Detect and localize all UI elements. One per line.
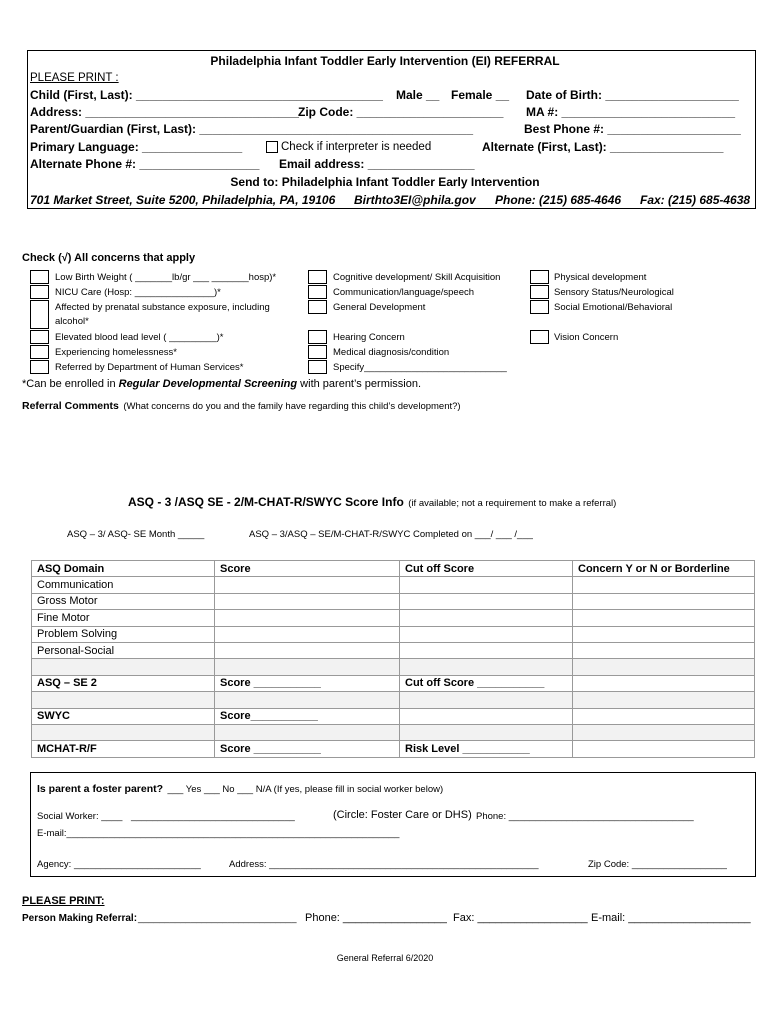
concern-checkbox[interactable] [308, 360, 327, 374]
domain-label: Fine Motor [32, 610, 215, 626]
domain-label: Gross Motor [32, 593, 215, 609]
asq-score-table [31, 560, 755, 758]
concern-item: Communication/language/speech [333, 287, 475, 298]
referrer-email-field[interactable]: E-mail: ____________________ [591, 912, 751, 924]
footnote-emphasis: Regular Developmental Screening [118, 378, 298, 390]
agency-zip-field[interactable]: Zip Code: __________________ [588, 859, 727, 870]
concern-checkbox[interactable] [30, 285, 49, 299]
parent-field[interactable]: Parent/Guardian (First, Last): _________________________________________ [30, 122, 473, 136]
primary-language-field[interactable]: Primary Language: _______________ [30, 140, 243, 154]
concerns-heading: Check (√) All concerns that apply [22, 252, 196, 264]
concern-checkbox[interactable] [30, 300, 49, 329]
dob-field[interactable]: Date of Birth: ____________________ [526, 88, 739, 102]
concern-item: Elevated blood lead level ( _________)* [55, 332, 224, 343]
cutoff-cell[interactable] [400, 577, 573, 593]
mchat-score[interactable]: Score ___________ [215, 741, 400, 757]
interpreter-label: Check if interpreter is needed [281, 141, 432, 153]
footer-text: General Referral 6/2020 [336, 953, 434, 963]
concern-checkbox[interactable] [308, 300, 327, 314]
table-row [32, 593, 755, 609]
concern-checkbox[interactable] [308, 345, 327, 359]
asq-month-field[interactable]: ASQ – 3/ ASQ- SE Month _____ [67, 529, 205, 540]
table-row [32, 708, 755, 724]
contact-address: 701 Market Street, Suite 5200, Philadelphia, PA, 19106 [30, 193, 336, 207]
female-field[interactable]: Female __ [451, 88, 510, 102]
contact-fax: Fax: (215) 685-4638 [640, 193, 751, 207]
domain-label: Personal-Social [32, 642, 215, 658]
contact-email[interactable]: Birthto3EI@phila.gov [354, 193, 476, 207]
concern-checkbox[interactable] [308, 270, 327, 284]
concern-item: General Development [333, 302, 426, 313]
foster-circle-note: (Circle: Foster Care or DHS) [333, 809, 472, 821]
form-title: Philadelphia Infant Toddler Early Intervention (EI) REFERRAL [210, 54, 560, 68]
cutoff-cell[interactable] [400, 610, 573, 626]
social-worker-phone[interactable]: Phone: ___________________________________ [476, 811, 694, 822]
concern-item: Vision Concern [554, 332, 619, 343]
concern-checkbox[interactable] [530, 270, 549, 284]
send-to-line: Send to: Philadelphia Infant Toddler Early Intervention [230, 175, 540, 189]
table-header: ASQ Domain [32, 561, 215, 577]
cutoff-cell[interactable] [400, 642, 573, 658]
referral-comments [22, 396, 461, 414]
social-worker-field[interactable]: Social Worker: ____ [37, 811, 123, 822]
cutoff-cell[interactable] [400, 626, 573, 642]
table-row [32, 610, 755, 626]
table-header: Concern Y or N or Borderline [573, 561, 755, 577]
asq-completed-field[interactable]: ASQ – 3/ASQ – SE/M-CHAT-R/SWYC Completed on ___/ ___ /___ [249, 529, 533, 540]
concern-checkbox[interactable] [530, 300, 549, 314]
best-phone-field[interactable]: Best Phone #: ____________________ [524, 122, 741, 136]
asq-heading-title: ASQ - 3 /ASQ SE - 2/M-CHAT-R/SWYC Score Info [128, 495, 404, 509]
child-name-field[interactable]: Child (First, Last): _____________________________________ [30, 88, 383, 102]
male-field[interactable]: Male __ [396, 88, 440, 102]
referrer-name-field[interactable]: ______________________________ [138, 913, 297, 924]
please-print-label: PLEASE PRINT : [30, 72, 119, 84]
mchat-label: MCHAT-R/F [32, 741, 215, 757]
concern-cell[interactable] [573, 577, 755, 593]
swyc-label: SWYC [32, 708, 215, 724]
concern-item: Experiencing homelessness* [55, 347, 177, 358]
concern-checkbox[interactable] [30, 330, 49, 344]
table-row [32, 626, 755, 642]
footnote-pre: *Can be enrolled in [22, 378, 119, 390]
concern-item: Hearing Concern [333, 332, 405, 343]
concern-checkbox[interactable] [30, 360, 49, 374]
email-field[interactable]: Email address: ________________ [279, 157, 475, 171]
foster-question-row [37, 779, 443, 797]
concern-cell[interactable] [573, 675, 755, 691]
concern-checkbox[interactable] [30, 345, 49, 359]
concern-item: Social Emotional/Behavioral [554, 302, 673, 313]
score-cell[interactable] [215, 593, 400, 609]
foster-question: Is parent a foster parent? [37, 783, 164, 795]
alternate-field[interactable]: Alternate (First, Last): _________________ [482, 140, 724, 154]
table-row [32, 577, 755, 593]
concern-item: Physical development [554, 272, 647, 283]
agency-address-field[interactable]: Address: ___________________________________________________ [229, 859, 539, 870]
social-worker-email[interactable]: E-mail:_______________________________________________________________ [37, 828, 400, 839]
concern-cell[interactable] [573, 642, 755, 658]
referral-comments-hint: (What concerns do you and the family have regarding this child’s development?) [123, 401, 461, 412]
concern-item: Affected by prenatal substance exposure, including [55, 302, 270, 313]
table-spacer-row [32, 724, 755, 740]
domain-label: Problem Solving [32, 626, 215, 642]
concern-item: Specify___________________________ [333, 362, 507, 373]
table-row [32, 741, 755, 757]
table-spacer-row [32, 692, 755, 708]
referrer-fax-field[interactable]: Fax: __________________ [453, 912, 588, 924]
zip-field[interactable]: Zip Code: ______________________ [298, 105, 504, 119]
score-cell[interactable] [215, 642, 400, 658]
cutoff-cell[interactable] [400, 708, 573, 724]
referral-comments-label: Referral Comments [22, 400, 119, 412]
concern-cell[interactable] [573, 708, 755, 724]
concern-cell[interactable] [573, 610, 755, 626]
concern-cell[interactable] [573, 626, 755, 642]
se2-label: ASQ – SE 2 [32, 675, 215, 691]
concern-checkbox[interactable] [530, 285, 549, 299]
concern-item: Sensory Status/Neurological [554, 287, 674, 298]
mchat-risk[interactable]: Risk Level ___________ [400, 741, 573, 757]
contact-phone: Phone: (215) 685-4646 [495, 193, 622, 207]
domain-label: Communication [32, 577, 215, 593]
ma-field[interactable]: MA #: __________________________ [526, 105, 736, 119]
cutoff-cell[interactable] [400, 593, 573, 609]
asq-heading [128, 493, 616, 511]
concern-checkbox[interactable] [308, 330, 327, 344]
table-row [32, 642, 755, 658]
table-header: Score [215, 561, 400, 577]
table-row [32, 675, 755, 691]
referrer-please-print: PLEASE PRINT: [22, 895, 105, 907]
foster-options[interactable]: ___ Yes ___ No ___ N/A (If yes, please fill in social worker below) [167, 784, 444, 795]
concern-item: Low Birth Weight ( _______lb/gr ___ _______hosp)* [55, 272, 277, 283]
footnote-post: with parent’s permission. [297, 378, 422, 390]
concern-item: Referred by Department of Human Services* [55, 362, 244, 373]
address-field[interactable]: Address: ________________________________ [30, 105, 299, 119]
referrer-label: Person Making Referral: [22, 913, 138, 924]
referrer-phone-field[interactable]: Phone: _________________ [305, 912, 447, 924]
footnote [22, 378, 421, 390]
agency-field[interactable]: Agency: ________________________ [37, 859, 201, 870]
alt-phone-field[interactable]: Alternate Phone #: __________________ [30, 157, 260, 171]
score-cell[interactable] [215, 610, 400, 626]
se2-cutoff[interactable]: Cut off Score ___________ [400, 675, 573, 691]
concern-item: Cognitive development/ Skill Acquisition [333, 272, 501, 283]
concern-checkbox[interactable] [308, 285, 327, 299]
concern-cell[interactable] [573, 593, 755, 609]
concern-item: alcohol* [55, 316, 89, 327]
concern-checkbox[interactable] [30, 270, 49, 284]
swyc-score[interactable]: Score___________ [215, 708, 400, 724]
table-header: Cut off Score [400, 561, 573, 577]
score-cell[interactable] [215, 577, 400, 593]
interpreter-checkbox[interactable] [266, 141, 278, 153]
concern-item: Medical diagnosis/condition [333, 347, 450, 358]
concern-item: NICU Care (Hosp: _______________)* [55, 287, 221, 298]
asq-heading-note: (if available; not a requirement to make a referral) [408, 498, 617, 509]
social-worker-line[interactable]: _______________________________ [131, 811, 295, 822]
table-spacer-row [32, 659, 755, 675]
concern-checkbox[interactable] [530, 330, 549, 344]
concern-cell[interactable] [573, 741, 755, 757]
score-cell[interactable] [215, 626, 400, 642]
se2-score[interactable]: Score ___________ [215, 675, 400, 691]
